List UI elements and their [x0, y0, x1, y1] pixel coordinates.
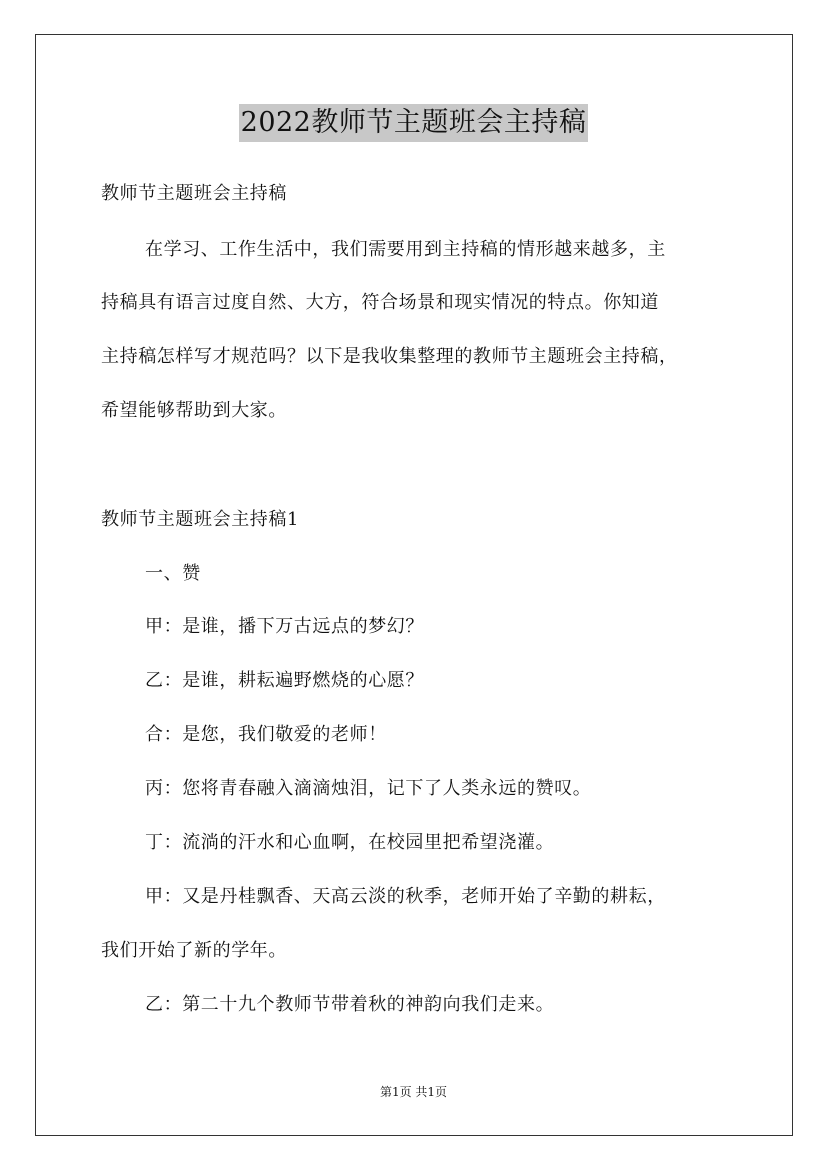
page-footer: 第1页 共1页 — [379, 1085, 448, 1099]
document-title: 2022教师节主题班会主持稿 — [239, 104, 589, 142]
body-line-5: 丙：您将青春融入滴滴烛泪，记下了人类永远的赞叹。 — [145, 778, 592, 799]
intro-line-2: 持稿具有语言过度自然、大方，符合场景和现实情况的特点。你知道 — [101, 292, 659, 313]
body-line-3: 乙：是谁，耕耘遍野燃烧的心愿？ — [145, 670, 424, 691]
document-subtitle: 教师节主题班会主持稿 — [101, 183, 287, 204]
section-heading: 教师节主题班会主持稿1 — [101, 509, 300, 530]
intro-line-4: 希望能够帮助到大家。 — [101, 400, 287, 421]
intro-line-3: 主持稿怎样写才规范吗？以下是我收集整理的教师节主题班会主持稿， — [101, 346, 678, 367]
body-line-1: 一、赞 — [145, 563, 201, 584]
body-line-4: 合：是您，我们敬爱的老师！ — [145, 724, 387, 745]
title-container — [0, 104, 827, 142]
body-line-6: 丁：流淌的汗水和心血啊，在校园里把希望浇灌。 — [145, 832, 555, 853]
intro-line-1: 在学习、工作生活中，我们需要用到主持稿的情形越来越多，主 — [145, 239, 666, 260]
body-line-7: 甲：又是丹桂飘香、天高云淡的秋季，老师开始了辛勤的耕耘， — [145, 886, 666, 907]
body-line-8: 我们开始了新的学年。 — [101, 940, 287, 961]
body-line-9: 乙：第二十九个教师节带着秋的神韵向我们走来。 — [145, 994, 555, 1015]
body-line-2: 甲：是谁，播下万古远点的梦幻？ — [145, 616, 424, 637]
